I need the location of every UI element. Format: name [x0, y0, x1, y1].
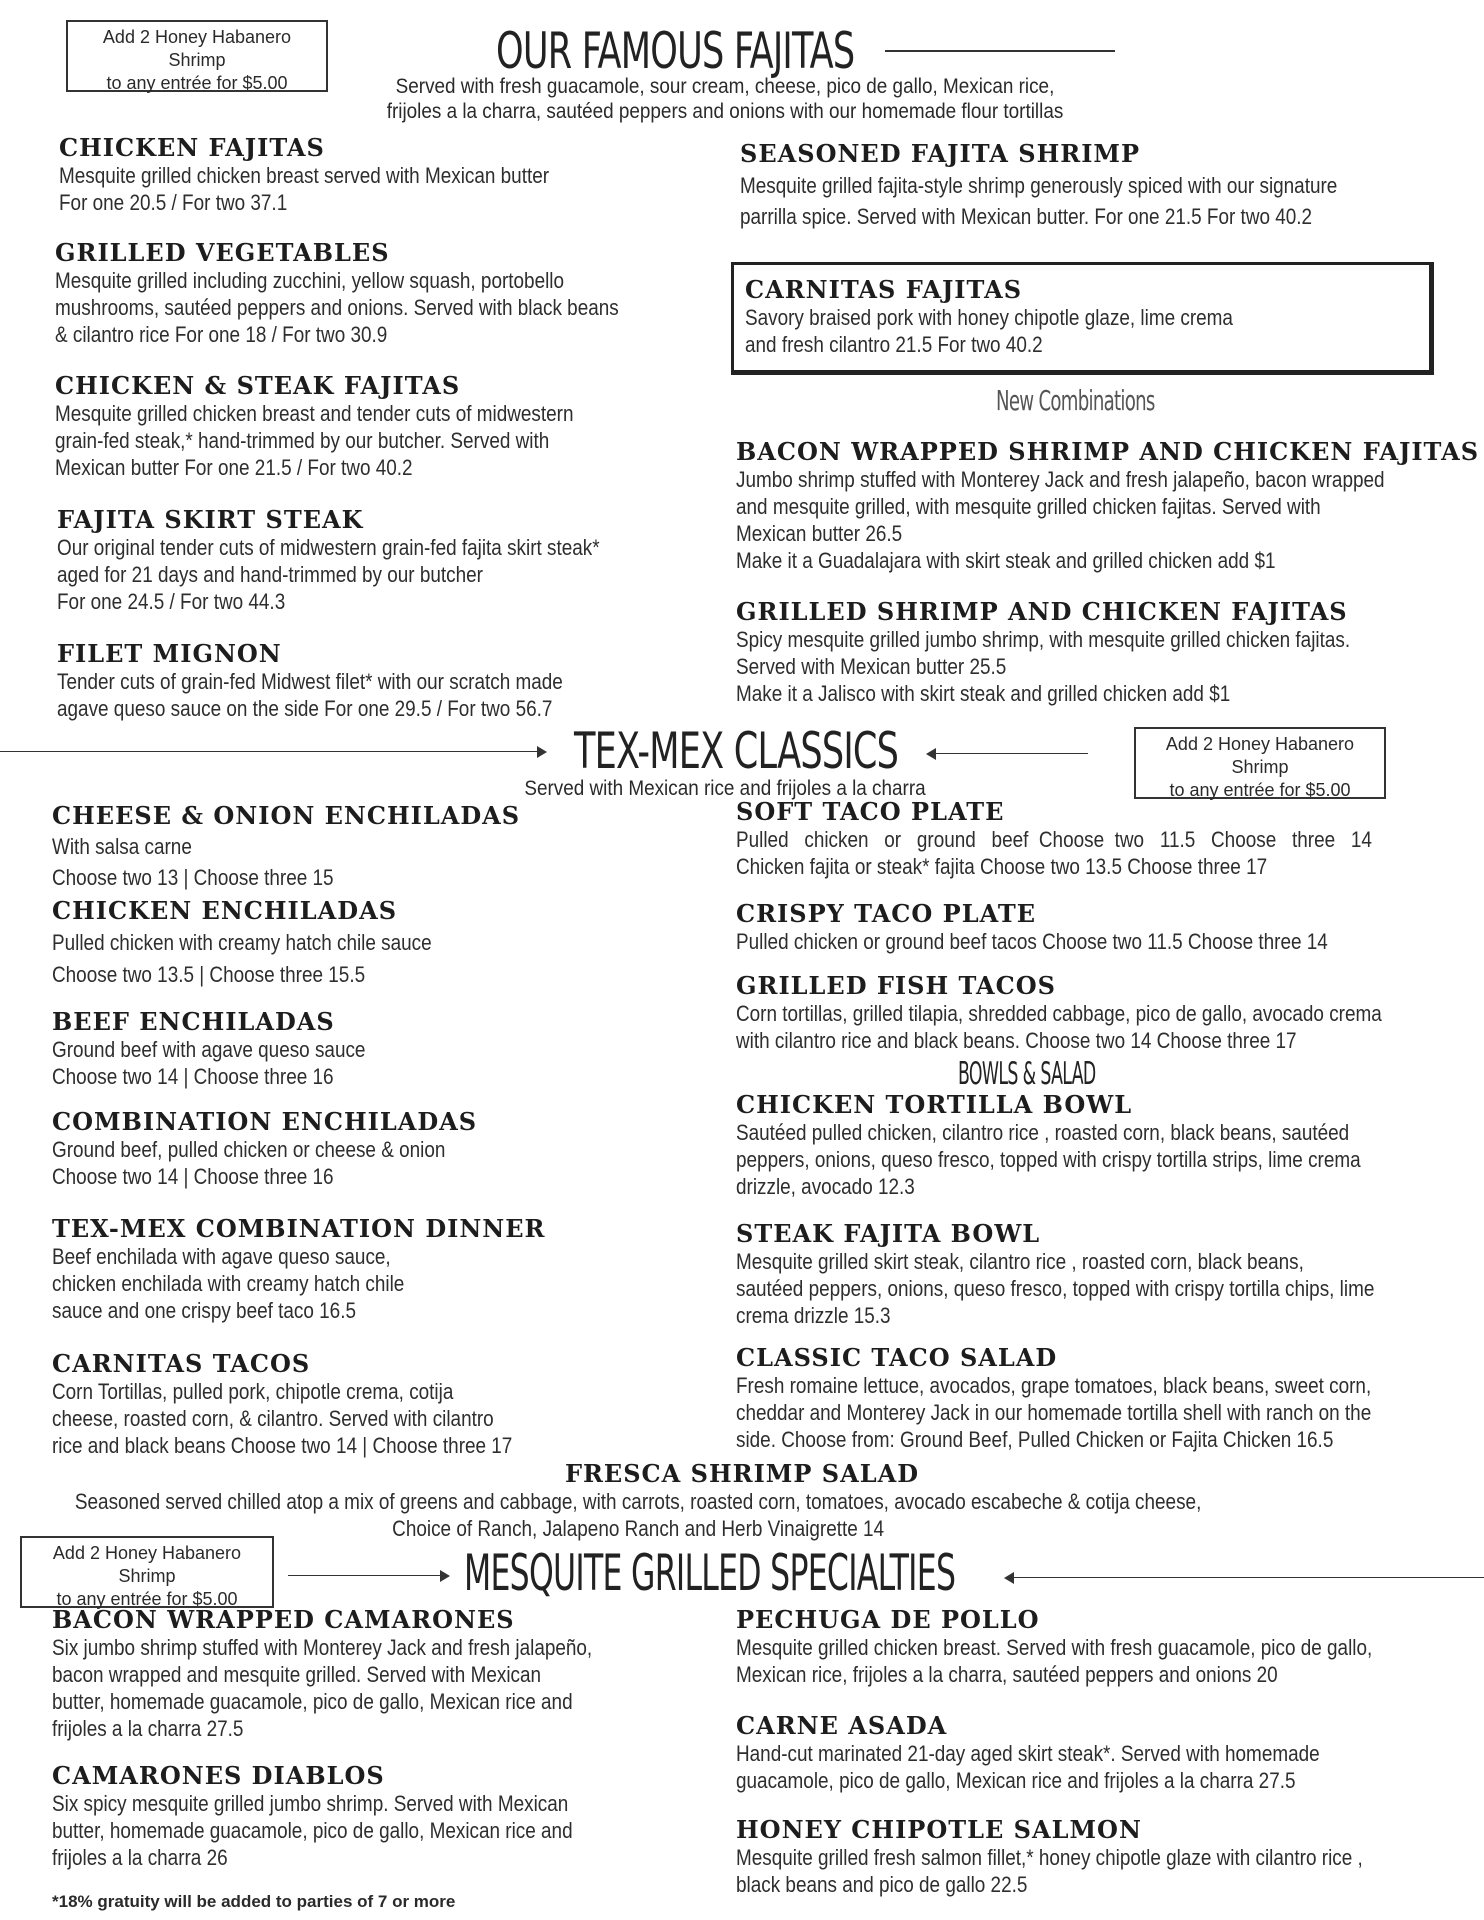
item-desc-line: guacamole, pico de gallo, Mexican rice and frijoles a la charra 27.5 [736, 1768, 1296, 1793]
menu-item [736, 1220, 1478, 1329]
menu-item [57, 640, 645, 722]
menu-item [52, 897, 493, 988]
item-title: COMBINATION ENCHILADAS [52, 1107, 478, 1136]
item-desc-line: Hand-cut marinated 21-day aged skirt steak*. Served with homemade [736, 1741, 1320, 1766]
item-desc-line: peppers, onions, queso fresco, topped with crispy tortilla strips, lime crema [736, 1147, 1361, 1172]
item-desc-line: Fresh romaine lettuce, avocados, grape tomatoes, black beans, sweet corn, [736, 1373, 1372, 1398]
item-desc-line: Mexican butter For one 21.5 / For two 40.2 [55, 455, 413, 480]
item-desc-line: Mesquite grilled fajita-style shrimp generously spiced with our signature [740, 173, 1338, 198]
item-desc-line: frijoles a la charra 27.5 [52, 1716, 244, 1741]
item-title: CHICKEN ENCHILADAS [52, 896, 398, 925]
menu-item [52, 1108, 509, 1190]
item-title: CHICKEN & STEAK FAJITAS [55, 371, 461, 400]
item-desc-line: mushrooms, sautéed peppers and onions. Served with black beans [55, 295, 619, 320]
promo-box-fajitas [66, 20, 328, 92]
menu-item [736, 1091, 1462, 1200]
item-desc-line: Mesquite grilled including zucchini, yellow squash, portobello [55, 268, 565, 293]
item-desc-line: Corn tortillas, grilled tilapia, shredded cabbage, pico de gallo, avocado crema [736, 1001, 1382, 1026]
item-desc-line: Six spicy mesquite grilled jumbo shrimp. Served with Mexican [52, 1791, 569, 1816]
item-desc-line: Make it a Guadalajara with skirt steak and grilled chicken add $1 [736, 548, 1276, 573]
menu-item [55, 239, 711, 348]
item-desc-line: Sautéed pulled chicken, cilantro rice , roasted corn, black beans, sautéed [736, 1120, 1350, 1145]
item-desc-line: For one 24.5 / For two 44.3 [57, 589, 286, 614]
item-desc-line: Spicy mesquite grilled jumbo shrimp, with mesquite grilled chicken fajitas. [736, 627, 1351, 652]
item-desc-line: With salsa carne [52, 834, 192, 859]
item-desc-line: Mesquite grilled fresh salmon fillet,* honey chipotle glaze with cilantro rice , [736, 1845, 1363, 1870]
menu-item [736, 900, 1424, 955]
item-desc-line: and mesquite grilled, with mesquite grilled chicken fajitas. Served with [736, 494, 1321, 519]
promo-line-1: Add 2 Honey Habanero Shrimp [102, 27, 292, 70]
menu-item [57, 506, 688, 615]
menu-item [736, 598, 1450, 707]
item-desc-line: and fresh cilantro 21.5 For two 40.2 [745, 332, 1043, 357]
item-title: CAMARONES DIABLOS [52, 1761, 385, 1790]
item-desc-line: with cilantro rice and black beans. Choose two 14 Choose three 17 [736, 1028, 1297, 1053]
promo-line-1: Add 2 Honey Habanero Shrimp [52, 1543, 242, 1586]
item-desc-line: Served with Mexican butter 25.5 [736, 654, 1007, 679]
item-desc-line: Mesquite grilled chicken breast. Served with fresh guacamole, pico de gallo, [736, 1635, 1373, 1660]
item-desc-line: aged for 21 days and hand-trimmed by our butcher [57, 562, 483, 587]
item-desc-line: Beef enchilada with agave queso sauce, [52, 1244, 391, 1269]
item-desc-line: & cilantro rice For one 18 / For two 30.9 [55, 322, 388, 347]
item-title: CARNITAS FAJITAS [745, 275, 1023, 304]
bowls-heading: BOWLS & SALAD [958, 1056, 1096, 1092]
item-title: TEX-MEX COMBINATION DINNER [52, 1214, 546, 1243]
item-desc-line: Jumbo shrimp stuffed with Monterey Jack and fresh jalapeño, bacon wrapped [736, 467, 1385, 492]
item-desc-line: Mesquite grilled chicken breast and tender cuts of midwestern [55, 401, 574, 426]
fresca-shrimp-salad [0, 1460, 1484, 1542]
menu-item [736, 972, 1484, 1054]
menu-item [736, 1344, 1475, 1453]
item-desc-line: black beans and pico de gallo 22.5 [736, 1872, 1028, 1897]
menu-item [736, 438, 1484, 574]
item-title: CARNITAS TACOS [52, 1349, 311, 1378]
item-desc-line: cheese, roasted corn, & cilantro. Served with cilantro [52, 1406, 494, 1431]
item-desc-line: Seasoned served chilled atop a mix of greens and cabbage, with carrots, roasted corn, tomatoes, avocado escabeche & cotija cheese, [74, 1489, 1202, 1514]
item-title: CRISPY TACO PLATE [736, 899, 1037, 928]
item-title: FILET MIGNON [57, 639, 282, 668]
item-desc-line: agave queso sauce on the side For one 29.5 / For two 56.7 [57, 696, 553, 721]
item-desc-line: Make it a Jalisco with skirt steak and grilled chicken add $1 [736, 681, 1231, 706]
fajitas-heading: OUR FAMOUS FAJITAS [496, 22, 855, 80]
item-desc-line: Mesquite grilled chicken breast served with Mexican butter [59, 163, 550, 188]
menu-item [55, 372, 658, 481]
item-desc-line: frijoles a la charra 26 [52, 1845, 228, 1870]
item-desc-line: For one 20.5 / For two 37.1 [59, 190, 288, 215]
item-desc-line: Pulled chicken or ground beef Choose two 11.5 Choose three 14 [736, 827, 1372, 852]
menu-item [740, 140, 1435, 230]
menu-item [736, 1606, 1476, 1688]
item-desc-line: Tender cuts of grain-fed Midwest filet* with our scratch made [57, 669, 563, 694]
item-desc-line: Mesquite grilled skirt steak, cilantro rice , roasted corn, black beans, [736, 1249, 1304, 1274]
menu-item [52, 1215, 545, 1324]
item-desc-line: Mexican butter 26.5 [736, 521, 903, 546]
menu-item [736, 1712, 1415, 1794]
menu-item [52, 1762, 657, 1871]
menu-item [59, 134, 629, 216]
item-desc-line: butter, homemade guacamole, pico de gallo, Mexican rice and [52, 1818, 573, 1843]
gratuity-note: *18% gratuity will be added to parties of 7 or more [52, 1892, 456, 1911]
item-desc-line: Pulled chicken or ground beef tacos Choose two 11.5 Choose three 14 [736, 929, 1328, 954]
mesquite-heading: MESQUITE GRILLED SPECIALTIES [464, 1544, 956, 1602]
heading-rule [885, 50, 1115, 52]
item-desc-line: cheddar and Monterey Jack in our homemade tortilla shell with ranch on the [736, 1400, 1372, 1425]
promo-line-1: Add 2 Honey Habanero Shrimp [1165, 734, 1355, 777]
item-desc-line: butter, homemade guacamole, pico de gallo, Mexican rice and [52, 1689, 573, 1714]
menu-item [52, 802, 520, 891]
promo-line-2: to any entrée for $5.00 [106, 73, 288, 93]
menu-item [52, 1008, 416, 1090]
item-title: CHEESE & ONION ENCHILADAS [52, 801, 521, 830]
item-title: GRILLED SHRIMP AND CHICKEN FAJITAS [736, 597, 1348, 626]
item-title: CARNE ASADA [736, 1711, 948, 1740]
item-title: FRESCA SHRIMP SALAD [564, 1459, 920, 1488]
item-desc-line: Corn Tortillas, pulled pork, chipotle crema, cotija [52, 1379, 454, 1404]
item-desc-line: Savory braised pork with honey chipotle glaze, lime crema [745, 305, 1233, 330]
item-title: CHICKEN TORTILLA BOWL [736, 1090, 1133, 1119]
item-title: SOFT TACO PLATE [736, 797, 1005, 826]
menu-item [745, 276, 1312, 358]
texmex-right-rule [928, 753, 1088, 754]
item-desc-line: bacon wrapped and mesquite grilled. Served with Mexican [52, 1662, 542, 1687]
item-desc-line: Ground beef with agave queso sauce [52, 1037, 366, 1062]
item-title: CLASSIC TACO SALAD [736, 1343, 1058, 1372]
item-title: SEASONED FAJITA SHRIMP [740, 139, 1141, 168]
item-title: HONEY CHIPOTLE SALMON [736, 1815, 1142, 1844]
item-title: BACON WRAPPED CAMARONES [52, 1605, 515, 1634]
texmex-subtitle: Served with Mexican rice and frijoles a la charra [524, 777, 926, 800]
item-desc-line: sautéed peppers, onions, queso fresco, topped with crispy tortilla chips, lime [736, 1276, 1375, 1301]
promo-box-mesquite [20, 1536, 274, 1608]
item-title: BACON WRAPPED SHRIMP AND CHICKEN FAJITAS [736, 437, 1480, 466]
item-desc-line: Choose two 13.5 | Choose three 15.5 [52, 962, 366, 987]
item-desc-line: Choose two 13 | Choose three 15 [52, 865, 334, 890]
item-desc-line: side. Choose from: Ground Beef, Pulled Chicken or Fajita Chicken 16.5 [736, 1427, 1334, 1452]
texmex-heading: TEX-MEX CLASSICS [574, 722, 899, 780]
texmex-left-rule [0, 751, 545, 752]
item-desc-line: crema drizzle 15.3 [736, 1303, 891, 1328]
item-desc-line: Mexican rice, frijoles a la charra, sautéed peppers and onions 20 [736, 1662, 1278, 1687]
mesquite-right-rule [1006, 1577, 1484, 1578]
item-desc-line: chicken enchilada with creamy hatch chile [52, 1271, 405, 1296]
item-desc-line: parrilla spice. Served with Mexican butter. For one 21.5 For two 40.2 [740, 204, 1313, 229]
item-title: BEEF ENCHILADAS [52, 1007, 335, 1036]
item-desc-line: Ground beef, pulled chicken or cheese & onion [52, 1137, 446, 1162]
item-title: PECHUGA DE POLLO [736, 1605, 1040, 1634]
item-desc-line: Six jumbo shrimp stuffed with Monterey Jack and fresh jalapeño, [52, 1635, 593, 1660]
fajitas-subtitle-2: frijoles a la charra, sautéed peppers and onions with our homemade flour tortillas [386, 100, 1064, 123]
menu-item [736, 798, 1475, 880]
item-title: CHICKEN FAJITAS [59, 133, 325, 162]
item-desc-line: Choice of Ranch, Jalapeno Ranch and Herb Vinaigrette 14 [392, 1516, 885, 1541]
menu-item [52, 1350, 587, 1459]
item-title: GRILLED VEGETABLES [55, 238, 390, 267]
promo-line-2: to any entrée for $5.00 [56, 1589, 238, 1609]
menu-item [52, 1606, 680, 1742]
item-desc-line: Our original tender cuts of midwestern grain-fed fajita skirt steak* [57, 535, 600, 560]
item-title: STEAK FAJITA BOWL [736, 1219, 1041, 1248]
fajitas-subtitle-1: Served with fresh guacamole, sour cream, cheese, pico de gallo, Mexican rice, [395, 75, 1055, 98]
item-desc-line: drizzle, avocado 12.3 [736, 1174, 915, 1199]
item-desc-line: Pulled chicken with creamy hatch chile sauce [52, 930, 432, 955]
mesquite-left-rule [288, 1575, 448, 1576]
item-desc-line: Choose two 14 | Choose three 16 [52, 1064, 334, 1089]
item-desc-line: grain-fed steak,* hand-trimmed by our butcher. Served with [55, 428, 550, 453]
menu-item [736, 1816, 1465, 1898]
item-desc-line: sauce and one crispy beef taco 16.5 [52, 1298, 356, 1323]
item-desc-line: Choose two 14 | Choose three 16 [52, 1164, 334, 1189]
promo-line-2: to any entrée for $5.00 [1169, 780, 1351, 800]
item-title: FAJITA SKIRT STEAK [57, 505, 364, 534]
new-combinations-heading: New Combinations [996, 384, 1155, 417]
item-desc-line: Chicken fajita or steak* fajita Choose two 13.5 Choose three 17 [736, 854, 1268, 879]
item-desc-line: rice and black beans Choose two 14 | Choose three 17 [52, 1433, 513, 1458]
promo-box-texmex [1134, 727, 1386, 799]
item-title: GRILLED FISH TACOS [736, 971, 1057, 1000]
